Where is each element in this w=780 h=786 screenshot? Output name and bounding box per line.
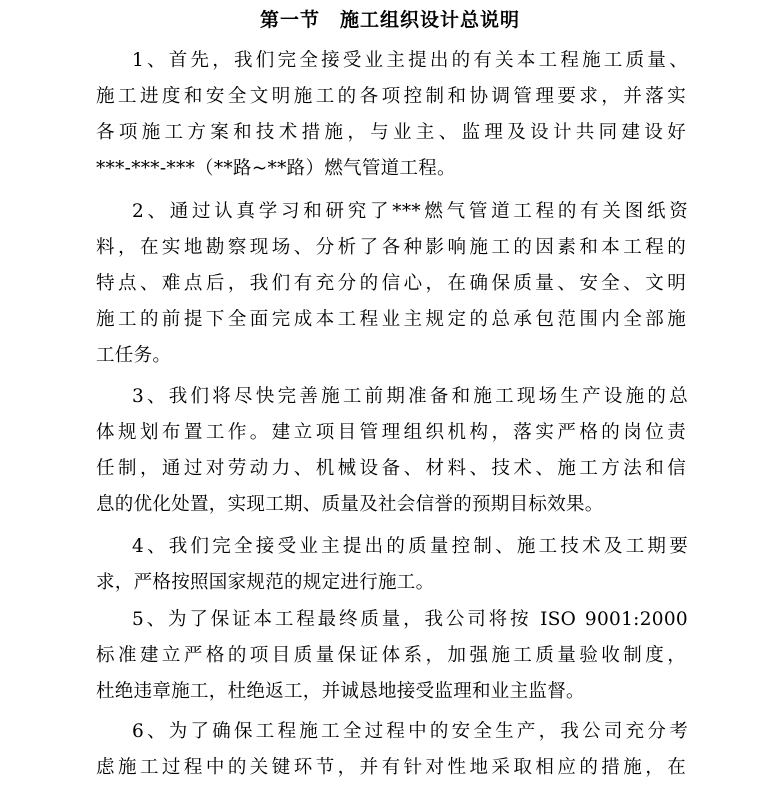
paragraph-1-line-1: 1、首先，我们完全接受业主提出的有关本工程施工质量、 — [132, 50, 688, 71]
paragraph-3-line-2: 体规划布置工作。建立项目管理组织机构，落实严格的岗位责 — [96, 422, 686, 443]
paragraph-5-line-3: 杜绝违章施工，杜绝返工，并诚恳地接受监理和业主监督。 — [96, 681, 585, 702]
paragraph-4-line-2: 求，严格按照国家规范的规定进行施工。 — [96, 572, 435, 593]
paragraph-1-line-2: 施工进度和安全文明施工的各项控制和协调管理要求，并落实 — [96, 86, 686, 107]
paragraph-1-line-4: ***-***-***（**路~**路）燃气管道工程。 — [96, 158, 456, 179]
paragraph-5-line-1: 5、为了保证本工程最终质量，我公司将按 ISO 9001:2000 — [132, 609, 688, 630]
paragraph-2-line-5: 工任务。 — [96, 345, 172, 366]
paragraph-2-line-4: 施工的前提下全面完成本工程业主规定的总承包范围内全部施 — [96, 309, 686, 330]
paragraph-1-line-3: 各项施工方案和技术措施，与业主、监理及设计共同建设好 — [96, 122, 686, 143]
paragraph-5-line-2: 标准建立严格的项目质量保证体系，加强施工质量验收制度， — [96, 645, 686, 666]
paragraph-3-line-1: 3、我们将尽快完善施工前期准备和施工现场生产设施的总 — [132, 386, 688, 407]
paragraph-3-line-4: 息的优化处置，实现工期、质量及社会信誉的预期目标效果。 — [96, 494, 604, 515]
paragraph-2-line-2: 料，在实地勘察现场、分析了各种影响施工的因素和本工程的 — [96, 237, 686, 258]
paragraph-6-line-2: 虑施工过程中的关键环节，并有针对性地采取相应的措施，在 — [96, 757, 686, 778]
paragraph-2-line-1: 2、通过认真学习和研究了***燃气管道工程的有关图纸资 — [132, 201, 688, 222]
paragraph-4-line-1: 4、我们完全接受业主提出的质量控制、施工技术及工期要 — [132, 536, 688, 557]
paragraph-2-line-3: 特点、难点后，我们有充分的信心，在确保质量、安全、文明 — [96, 273, 686, 294]
paragraph-6-line-1: 6、为了确保工程施工全过程中的安全生产，我公司充分考 — [132, 721, 688, 742]
section-title: 第一节 施工组织设计总说明 — [259, 9, 520, 31]
paragraph-3-line-3: 任制，通过对劳动力、机械设备、材料、技术、施工方法和信 — [96, 458, 686, 479]
